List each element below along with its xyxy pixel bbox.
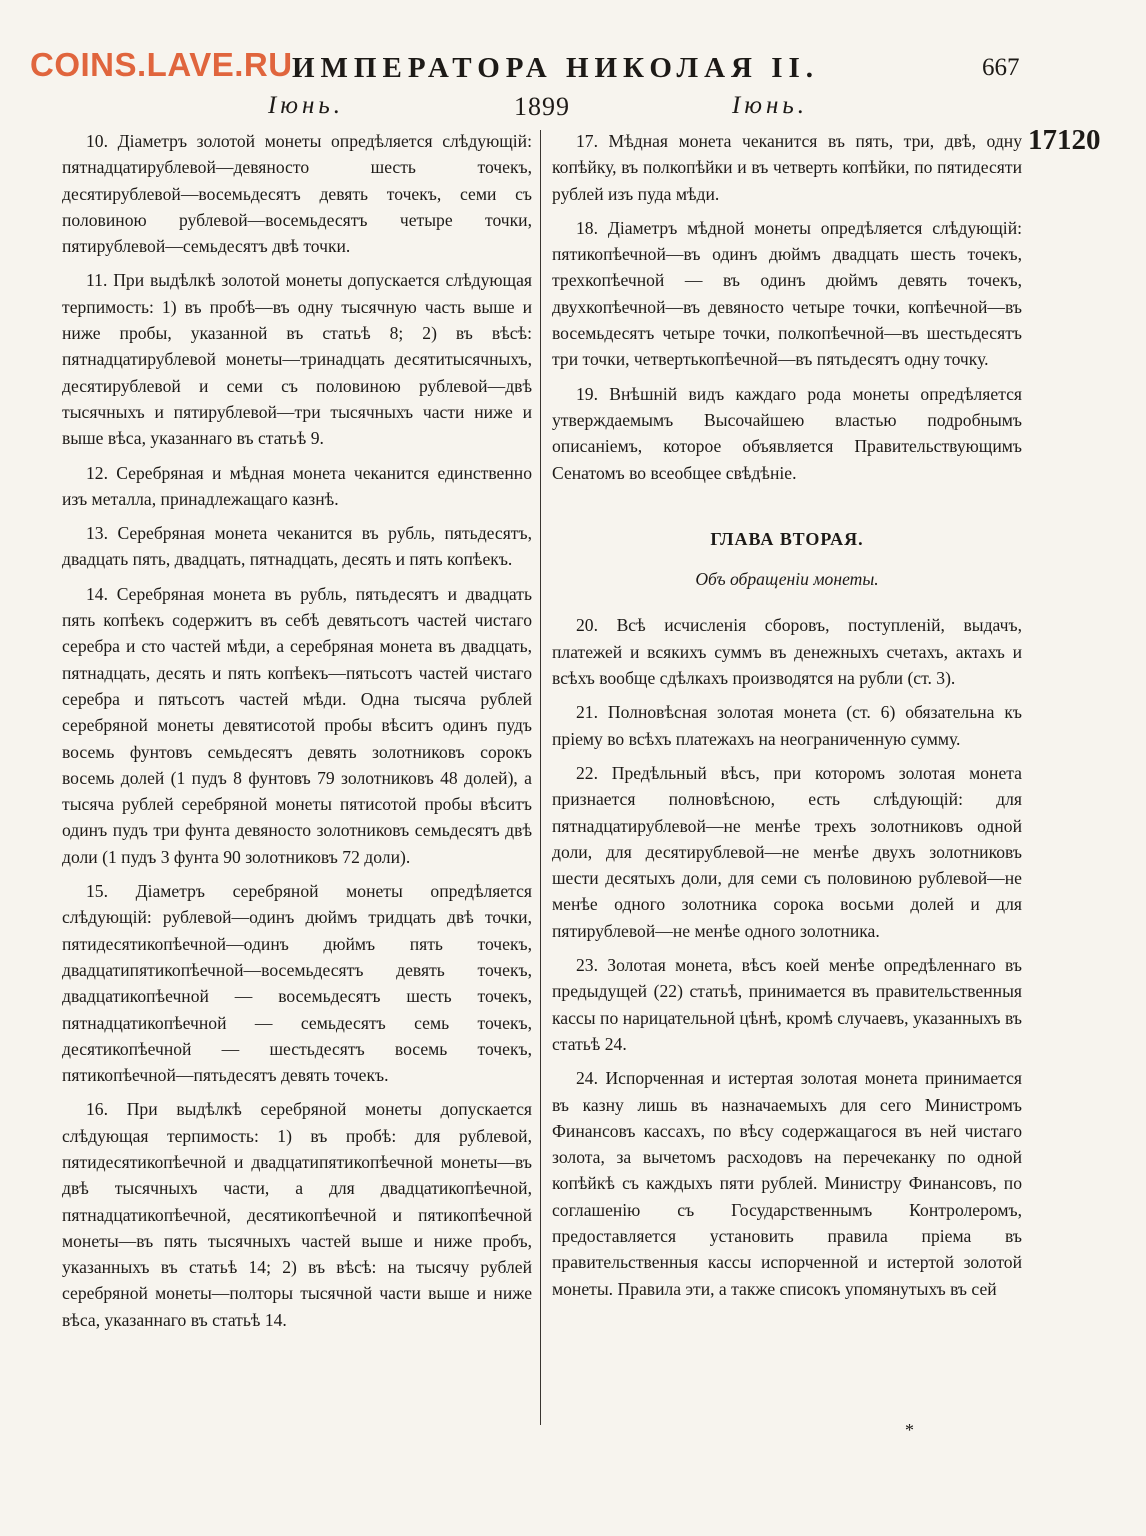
- page-number: 667: [982, 54, 1020, 81]
- article-17: 17. Мѣдная монета чеканится въ пять, три, двѣ, одну копѣйку, въ полкопѣйки и въ четверть копѣйки, по пятидесяти рублей изъ пуда мѣди.: [552, 131, 1022, 204]
- article-16: 16. При выдѣлкѣ серебряной монеты допускается слѣдующая терпимость: 1) въ пробѣ: для рублевой, пятидесятикопѣечной и двадцатипятикопѣечной монеты—въ двѣ тысячныхъ части, а для двадцатикопѣечной, пятнадцатикопѣечной, десятикопѣечной и пятикопѣечной монеты—въ пять тысячныхъ частей выше и ниже пробъ, указанныхъ въ статьѣ 14; 2) въ вѣсѣ: на тысячу рублей серебряной монеты—полторы тысячной части выше и ниже вѣса, указаннаго въ статьѣ 14.: [62, 1099, 532, 1330]
- column-divider: [540, 130, 541, 1425]
- watermark-text: COINS.LAVE.RU: [30, 46, 293, 83]
- article-11: 11. При выдѣлкѣ золотой монеты допускается слѣдующая терпимость: 1) въ пробѣ—въ одну тысячную часть выше и ниже пробы, указанной въ статьѣ 8; 2) въ вѣсѣ: пятнадцатирублевой монеты—тринадцать десятитысячныхъ, десятирублевой и семи съ половиною рублевой—двѣ тысячныхъ и пятирублевой—три тысячныхъ части ниже и выше вѣса, указаннаго въ статьѣ 9.: [62, 270, 532, 449]
- article-23: 23. Золотая монета, вѣсъ коей менѣе опредѣленнаго въ предыдущей (22) статьѣ, принимается въ правительственныя кассы по нарицательной цѣнѣ, кромѣ случаевъ, указанныхъ въ статьѣ 24.: [552, 955, 1022, 1054]
- article-10: 10. Діаметръ золотой монеты опредѣляется слѣдующій: пятнадцатирублевой—девяносто шесть точекъ, десятирублевой—восемьдесятъ девять точекъ, семи съ половиною рублевой—восемьдесятъ четыре точки, пятирублевой—семьдесятъ двѣ точки.: [62, 131, 532, 257]
- footnote-mark: *: [905, 1420, 914, 1440]
- document-number: 17120: [1028, 124, 1101, 156]
- article-20: 20. Всѣ исчисленія сборовъ, поступленій, выдачъ, платежей и всякихъ суммъ въ денежныхъ счетахъ, актахъ и всѣхъ вообще сдѣлкахъ производятся на рубли (ст. 3).: [552, 615, 1022, 689]
- article-22: 22. Предѣльный вѣсъ, при которомъ золотая монета признается полновѣсною, есть слѣдующій: для пятнадцатирублевой—не менѣе трехъ золотниковъ одной доли, для десятирублевой—не менѣе двухъ золотниковъ шести десятыхъ доли, для семи съ половиною рублевой—не менѣе одного золотника сорока восьми долей и для пятирублевой—не менѣе одного золотника.: [552, 762, 1022, 941]
- year: 1899: [514, 92, 570, 121]
- article-14: 14. Серебряная монета въ рубль, пятьдесятъ и двадцать пять копѣекъ содержитъ въ себѣ девятьсотъ частей чистаго серебра и сто частей мѣди, а серебряная монета въ двадцать, пятнадцать, десять и пять копѣекъ—пятьсотъ частей чистаго серебра и пятьсотъ частей мѣди. Одна тысяча рублей серебряной монеты девятисотой пробы вѣситъ одинъ пудъ восемь фунтовъ семьдесятъ девять золотниковъ сорокъ восемь долей (1 пудъ 8 фунтовъ 79 золотниковъ 48 долей), а тысяча рублей серебряной монеты пятисотой пробы вѣситъ одинъ пудъ три фунта девяносто золотниковъ семьдесятъ двѣ доли (1 пудъ 3 фунта 90 золотниковъ 72 доли).: [62, 583, 532, 867]
- month-right: Іюнь.: [732, 92, 808, 119]
- right-column: [552, 128, 1022, 1310]
- chapter-title: ГЛАВА ВТОРАЯ.: [710, 528, 864, 549]
- month-left: Іюнь.: [268, 92, 344, 119]
- chapter-subtitle: Объ обращеніи монеты.: [695, 569, 879, 590]
- article-21: 21. Полновѣсная золотая монета (ст. 6) обязательна къ пріему во всѣхъ платежахъ на неограниченную сумму.: [552, 702, 1022, 749]
- article-18: 18. Діаметръ мѣдной монеты опредѣляется слѣдующій: пятикопѣечной—въ одинъ дюймъ двадцать шесть точекъ, трехкопѣечной — въ одинъ дюймъ девять точекъ, двухкопѣечной—въ девяносто четыре точки, копѣечной—въ восемьдесятъ четыре точки, полкопѣечной—въ шестьдесятъ три точки, четвертькопѣечной—въ пятьдесятъ одну точку.: [552, 217, 1022, 370]
- article-13: 13. Серебряная монета чеканится въ рубль, пятьдесятъ, двадцать пять, двадцать, пятнадцать, десять и пять копѣекъ.: [62, 523, 532, 570]
- article-24: 24. Испорченная и истертая золотая монета принимается въ казну лишь въ назначаемыхъ для сего Министромъ Финансовъ кассахъ, по вѣсу содержащагося въ ней чистаго золота, за вычетомъ расходовъ на перечеканку по одной копѣйкѣ съ каждыхъ пяти рублей. Министру Финансовъ, по соглашенію съ Государственнымъ Контролеромъ, предоставляется установить правила пріема въ правительственныя кассы испорченной и истертой золотой монеты. Правила эти, а также списокъ упомянутыхъ въ сей: [552, 1068, 1022, 1299]
- article-12: 12. Серебряная и мѣдная монета чеканится единственно изъ металла, принадлежащаго казнѣ.: [62, 462, 532, 509]
- article-19: 19. Внѣшній видъ каждаго рода монеты опредѣляется утверждаемымъ Высочайшею властью подробнымъ описаніемъ, которое объявляется Правительствующимъ Сенатомъ во всеобщее свѣдѣніе.: [552, 383, 1022, 483]
- left-column: [62, 128, 532, 1341]
- article-15: 15. Діаметръ серебряной монеты опредѣляется слѣдующій: рублевой—одинъ дюймъ тридцать двѣ точки, пятидесятикопѣечной—одинъ дюймъ пять точекъ, двадцатипятикопѣечной—восемьдесятъ девять точекъ, двадцатикопѣечной — восемьдесятъ шесть точекъ, пятнадцатикопѣечной — семьдесятъ семь точекъ, десятикопѣечной — шестьдесятъ восемь точекъ, пятикопѣечной—пятьдесятъ девять точекъ.: [62, 881, 532, 1086]
- running-title: ИМПЕРАТОРА НИКОЛАЯ II.: [292, 52, 820, 84]
